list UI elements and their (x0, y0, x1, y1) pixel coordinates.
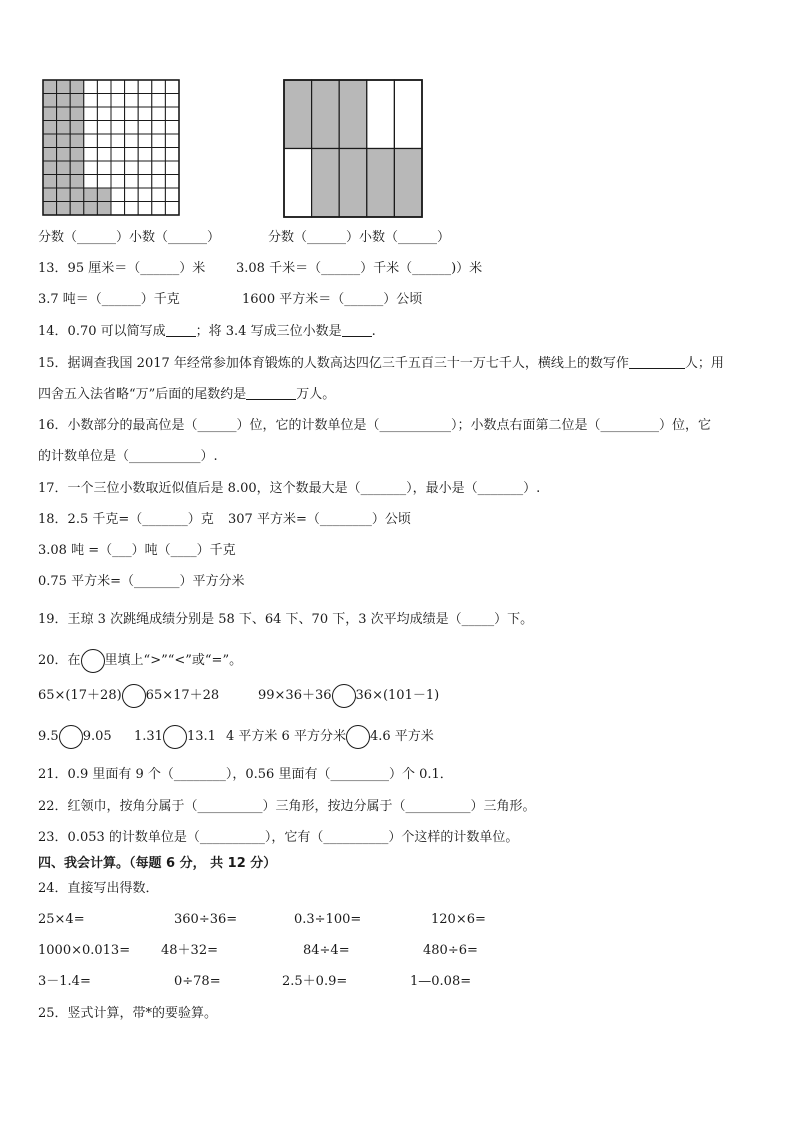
grid-cell (97, 80, 111, 94)
shaded-cell (70, 121, 84, 135)
grid-cell (165, 202, 179, 216)
grid-cell (152, 80, 166, 94)
q19-question: 19．王琼 3 次跳绳成绩分别是 58 下、64 下、70 下，3 次平均成绩是（_____）下。 (38, 612, 534, 627)
q20-comparison-5: 4 平方米 6 平方分米 4.6 平方米 (226, 724, 434, 750)
shaded-cell (57, 148, 71, 162)
grid-cell (165, 161, 179, 175)
grid-cell (125, 121, 139, 135)
grid-cell (165, 121, 179, 135)
grid-cell (111, 134, 125, 148)
grid-cell (111, 202, 125, 216)
grid-cell (125, 188, 139, 202)
grid-cell (111, 161, 125, 175)
shaded-cell (57, 94, 71, 108)
q20-comparison-4: 1.31 13.1 (134, 724, 216, 750)
shaded-cell (43, 175, 57, 189)
grid-cell (111, 188, 125, 202)
shaded-cell (84, 188, 98, 202)
grid-cell (152, 202, 166, 216)
shaded-cell (43, 107, 57, 121)
shaded-cell (57, 107, 71, 121)
shaded-cell (57, 80, 71, 94)
grid-cell (125, 134, 139, 148)
shaded-part (312, 149, 340, 218)
calc-item: 120×6= (431, 912, 486, 927)
q22-question: 22．红领巾，按角分属于（__________）三角形，按边分属于（__________）三角形。 (38, 799, 536, 814)
shaded-cell (70, 80, 84, 94)
q18-line2: 3.08 吨 =（___）吨（____）千克 (38, 543, 236, 558)
shaded-cell (70, 134, 84, 148)
grid-cell (138, 134, 152, 148)
grid-cell (152, 107, 166, 121)
grid-cell (138, 94, 152, 108)
grid-cell (97, 107, 111, 121)
grid-cell (138, 175, 152, 189)
grid-cell (125, 80, 139, 94)
shaded-cell (70, 202, 84, 216)
q20-instruction: 20．在 里填上“>”“<”或“=”。 (38, 648, 242, 674)
q20-comparison-2: 99×36＋36 36×(101－1) (258, 683, 439, 709)
grid-cell (84, 107, 98, 121)
shaded-part (339, 149, 367, 218)
grid-cell (97, 94, 111, 108)
grid-cell (138, 121, 152, 135)
calc-item: 1000×0.013= (38, 943, 131, 958)
shaded-cell (57, 175, 71, 189)
grid-cell (152, 161, 166, 175)
shaded-cell (70, 161, 84, 175)
grid-cell (152, 134, 166, 148)
grid-cell (125, 107, 139, 121)
comparison-circle-1[interactable] (122, 684, 146, 708)
shaded-cell (43, 134, 57, 148)
grid-cell (84, 175, 98, 189)
shaded-cell (57, 134, 71, 148)
calc-item: 25×4= (38, 912, 85, 927)
shaded-cell (70, 188, 84, 202)
shaded-cell (84, 202, 98, 216)
grid-cell (152, 121, 166, 135)
q13-line1a: 13．95 厘米＝（______）米 (38, 261, 206, 276)
calc-item: 0.3÷100= (294, 912, 362, 927)
grid-cell (152, 148, 166, 162)
shaded-cell (97, 188, 111, 202)
shaded-cell (70, 148, 84, 162)
q21-question: 21．0.9 里面有 9 个（________），0.56 里面有（_________）个 0.1． (38, 767, 453, 782)
calc-item: 2.5＋0.9= (282, 974, 348, 989)
blank-part (367, 80, 395, 149)
grid-cell (111, 121, 125, 135)
shaded-cell (43, 94, 57, 108)
shaded-cell (70, 175, 84, 189)
grid-cell (97, 175, 111, 189)
grid-cell (111, 175, 125, 189)
left-figure-caption: 分数（______）小数（______） (38, 230, 221, 245)
calc-item: 0÷78= (174, 974, 221, 989)
q20-comparison-3: 9.5 9.05 (38, 724, 112, 750)
grid-cell (84, 161, 98, 175)
grid-cell (138, 188, 152, 202)
shaded-cell (57, 202, 71, 216)
grid-cell (97, 134, 111, 148)
q16-line2: 的计数单位是（___________）. (38, 449, 218, 464)
shaded-part (284, 80, 312, 149)
comparison-circle-example (81, 649, 105, 673)
comparison-circle-5[interactable] (346, 725, 370, 749)
calc-item: 84÷4= (303, 943, 350, 958)
grid-cell (138, 80, 152, 94)
grid-cell (97, 121, 111, 135)
q18-line1a: 18．2.5 千克=（_______）克 (38, 512, 214, 527)
grid-cell (97, 161, 111, 175)
grid-cell (111, 80, 125, 94)
right-figure-caption: 分数（______）小数（______） (268, 230, 451, 245)
grid-cell (165, 148, 179, 162)
calc-item: 48＋32= (161, 943, 218, 958)
shaded-part (312, 80, 340, 149)
blank-part (394, 80, 422, 149)
q15-line1: 15．据调查我国 2017 年经常参加体育锻炼的人数高达四亿三千五百三十一万七千人，横线上的数写作 人；用 (38, 356, 724, 371)
grid-cell (165, 107, 179, 121)
shaded-part (367, 149, 395, 218)
grid-cell (152, 188, 166, 202)
grid-cell (138, 161, 152, 175)
grid-cell (165, 80, 179, 94)
grid-cell (165, 134, 179, 148)
grid-cell (138, 107, 152, 121)
grid-cell (111, 107, 125, 121)
q13-line2a: 3.7 吨＝（______）千克 (38, 292, 180, 307)
calc-item: 360÷36= (174, 912, 238, 927)
q20-comparison-1: 65×(17＋28) 65×17＋28 (38, 683, 219, 709)
shaded-cell (43, 148, 57, 162)
grid-cell (125, 148, 139, 162)
comparison-circle-4[interactable] (163, 725, 187, 749)
grid-cell (125, 175, 139, 189)
q14-question: 14．0.70 可以简写成 ；将 3.4 写成三位小数是 . (38, 324, 376, 339)
q13-line2b: 1600 平方米＝（______）公顷 (242, 292, 423, 307)
shaded-cell (70, 94, 84, 108)
shaded-cell (57, 161, 71, 175)
grid-cell (111, 148, 125, 162)
shaded-part (339, 80, 367, 149)
blank-part (284, 149, 312, 218)
grid-cell (84, 134, 98, 148)
hundred-grid-figure (42, 79, 182, 218)
q16-line1: 16．小数部分的最高位是（______）位，它的计数单位是（___________）；小数点右面第二位是（_________）位，它 (38, 418, 712, 433)
grid-cell (84, 121, 98, 135)
shaded-cell (43, 202, 57, 216)
grid-cell (84, 94, 98, 108)
grid-cell (125, 202, 139, 216)
shaded-cell (57, 188, 71, 202)
grid-cell (165, 94, 179, 108)
shaded-cell (43, 188, 57, 202)
section-heading: 四、我会计算。（每题 6 分， 共 12 分） (38, 856, 277, 871)
shaded-cell (43, 121, 57, 135)
calc-item: 1—0.08= (410, 974, 472, 989)
shaded-cell (43, 161, 57, 175)
grid-cell (152, 175, 166, 189)
grid-cell (97, 148, 111, 162)
q18-line3: 0.75 平方米=（_______）平方分米 (38, 574, 245, 589)
grid-cell (138, 148, 152, 162)
shaded-cell (57, 121, 71, 135)
shaded-cell (97, 202, 111, 216)
shaded-cell (70, 107, 84, 121)
grid-cell (125, 94, 139, 108)
grid-cell (165, 175, 179, 189)
grid-cell (111, 94, 125, 108)
q15-line2: 四舍五入法省略“万”后面的尾数约是 万人。 (38, 387, 336, 402)
grid-cell (152, 94, 166, 108)
q18-line1b: 307 平方米=（________）公顷 (228, 512, 411, 527)
fraction-rectangle-figure (283, 79, 423, 218)
q17-question: 17．一个三位小数取近似值后是 8.00，这个数最大是（_______），最小是（_______）. (38, 481, 541, 496)
grid-cell (138, 202, 152, 216)
shaded-part (394, 149, 422, 218)
q24-title: 24．直接写出得数． (38, 881, 159, 896)
q25-question: 25．竖式计算，带*的要验算。 (38, 1006, 218, 1021)
grid-cell (165, 188, 179, 202)
grid-cell (125, 161, 139, 175)
comparison-circle-3[interactable] (59, 725, 83, 749)
grid-cell (84, 148, 98, 162)
calc-item: 3－1.4= (38, 974, 91, 989)
calc-item: 480÷6= (423, 943, 478, 958)
q23-question: 23．0.053 的计数单位是（__________），它有（__________）个这样的计数单位。 (38, 830, 519, 845)
q13-line1b: 3.08 千米＝（______）千米（______)）米 (236, 261, 483, 276)
shaded-cell (43, 80, 57, 94)
grid-cell (84, 80, 98, 94)
comparison-circle-2[interactable] (332, 684, 356, 708)
